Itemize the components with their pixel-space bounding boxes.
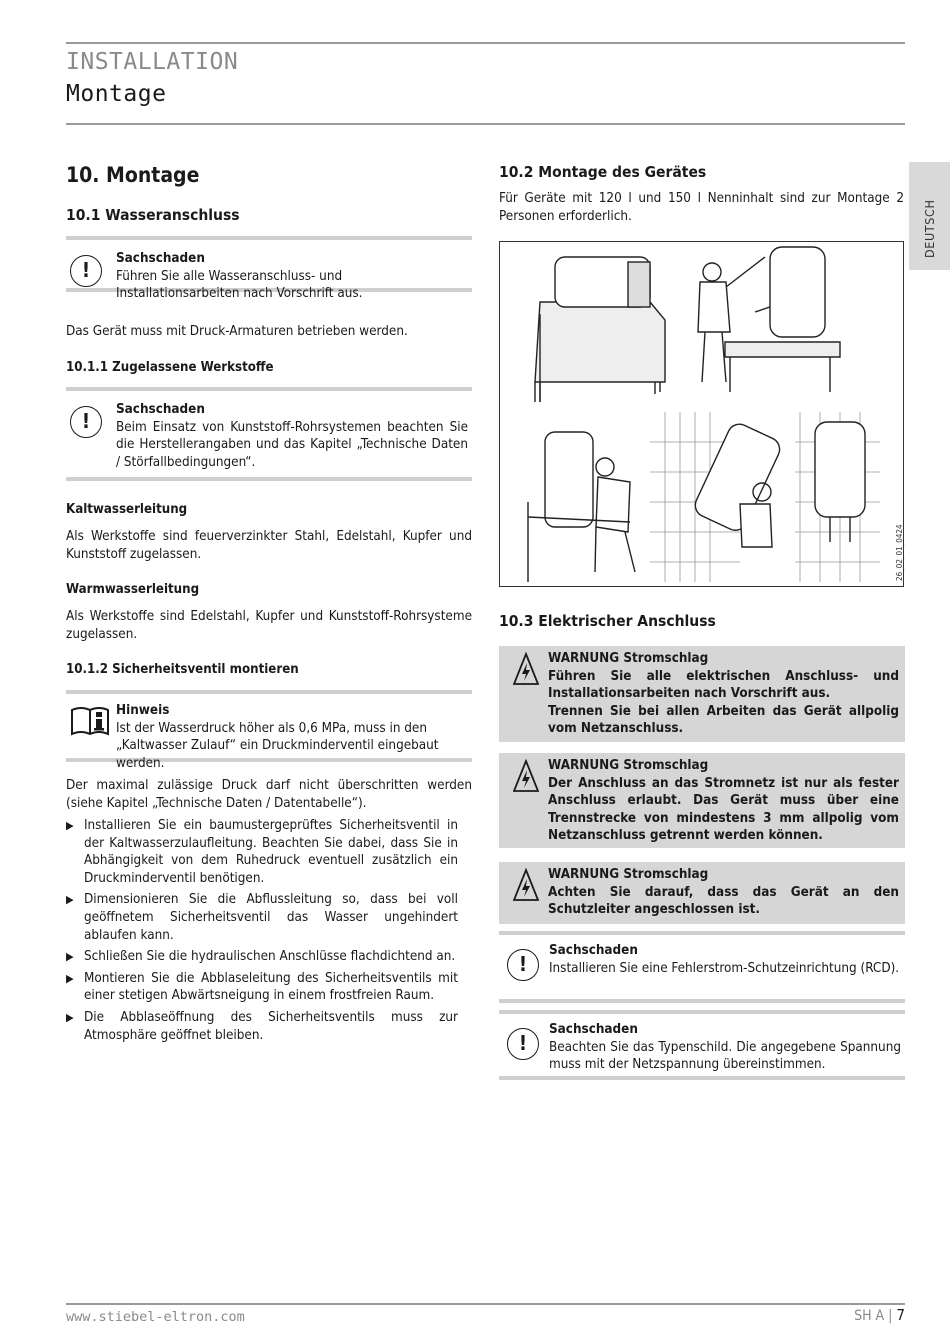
heading-sicherheitsventil: 10.1.2 Sicherheitsventil montieren xyxy=(66,662,299,677)
list-item: ▶ Montieren Sie die Abblaseleitung des Sicherheitsventils mit einer stetigen Abwärtsneigung in einem frostfreien Raum. xyxy=(66,970,458,1005)
note-hinweis xyxy=(66,690,472,771)
header-rule-bottom xyxy=(66,123,905,125)
language-tab-label: DEUTSCH xyxy=(922,199,937,258)
electric-shock-warning-icon xyxy=(513,868,539,902)
list-item: ▶ Die Abblaseöffnung des Sicherheitsventils muss zur Atmosphäre geöffnet bleiben. xyxy=(66,1009,458,1044)
warning-exclamation-icon: ! xyxy=(70,255,102,287)
header-subsection: Montage xyxy=(66,81,167,107)
footer-page-number xyxy=(854,1307,905,1326)
header-rule-top xyxy=(66,42,905,44)
note-sachschaden-1 xyxy=(66,236,472,302)
heading-montage: 10. Montage xyxy=(66,163,200,187)
list-item: ▶ Installieren Sie ein baumustergeprüftes Sicherheitsventil in der Kaltwasserzulaufleitung. Beachten Sie dabei, dass Sie in Abhängigkeit von dem Ruhedruck eventuell zusätzlich ein Druckminderventil benötigen. xyxy=(66,817,458,887)
warning-title: WARNUNG Stromschlag xyxy=(548,758,709,773)
heading-warmwasserleitung: Warmwasserleitung xyxy=(66,582,200,597)
note-title: Sachschaden xyxy=(116,251,205,266)
electric-shock-warning-icon xyxy=(513,652,539,686)
heading-kaltwasserleitung: Kaltwasserleitung xyxy=(66,502,188,517)
note-title: Sachschaden xyxy=(549,1022,638,1037)
warning-text: Der Anschluss an das Stromnetz ist nur als fester Anschluss erlaubt. Das Gerät muss über eine Trennstrecke von mindestens 3 mm allpolig vom Netzanschluss getrennt werden können. xyxy=(548,775,899,844)
note-text: Führen Sie alle Wasseranschluss- und Installationsarbeiten nach Vorschrift aus. xyxy=(116,268,363,302)
para-warmwasser: Als Werkstoffe sind Edelstahl, Kupfer und Kunststoff-Rohrsysteme zugelassen. xyxy=(66,609,472,642)
note-title: Sachschaden xyxy=(116,402,205,417)
footer-product: SH A | xyxy=(854,1308,897,1324)
header-section: INSTALLATION xyxy=(66,49,239,75)
warning-title: WARNUNG Stromschlag xyxy=(548,651,709,666)
note-sachschaden-2 xyxy=(66,387,472,481)
warning-text: Führen Sie alle elektrischen Anschluss- und Installationsarbeiten nach Vorschrift aus. xyxy=(548,668,899,702)
note-title: Sachschaden xyxy=(549,943,638,958)
note-text: Beachten Sie das Typenschild. Die angegebene Spannung muss mit der Netzspannung übereinstimmen. xyxy=(549,1039,901,1073)
note-title: Hinweis xyxy=(116,703,170,718)
warning-stromschlag-3 xyxy=(499,862,905,924)
para-montage-geraet: Für Geräte mit 120 l und 150 l Nenninhalt sind zur Montage 2 Personen erforderlich. xyxy=(499,191,904,224)
heading-wasseranschluss: 10.1 Wasseranschluss xyxy=(66,206,240,224)
warning-stromschlag-2 xyxy=(499,753,905,848)
heading-werkstoffe: 10.1.1 Zugelassene Werkstoffe xyxy=(66,360,274,375)
note-text: Installieren Sie eine Fehlerstrom-Schutzeinrichtung (RCD). xyxy=(549,960,900,976)
warning-title: WARNUNG Stromschlag xyxy=(548,867,709,882)
para-kaltwasser: Als Werkstoffe sind feuerverzinkter Stahl, Edelstahl, Kupfer und Kunststoff zugelassen. xyxy=(66,529,472,562)
note-text: Beim Einsatz von Kunststoff-Rohrsystemen beachten Sie die Herstellerangaben und das Kapitel „Technische Daten / Störfallbedingungen“. xyxy=(116,419,468,470)
note-text: Ist der Wasserdruck höher als 0,6 MPa, muss in den „Kaltwasser Zulauf“ ein Druckminderventil eingebaut werden. xyxy=(116,720,439,771)
list-item: ▶ Schließen Sie die hydraulischen Anschlüsse flachdichtend an. xyxy=(66,948,458,966)
note-sachschaden-typenschild xyxy=(499,1010,905,1080)
info-book-icon xyxy=(70,704,110,738)
warning-stromschlag-1 xyxy=(499,646,905,742)
heading-montage-geraet: 10.2 Montage des Gerätes xyxy=(499,163,707,181)
installation-drawing xyxy=(500,242,903,586)
para-druck-armaturen: Das Gerät muss mit Druck-Armaturen betrieben werden. xyxy=(66,324,408,339)
footer-url: www.stiebel-eltron.com xyxy=(66,1309,245,1325)
warning-text: Trennen Sie bei allen Arbeiten das Gerät allpolig vom Netzanschluss. xyxy=(548,703,899,737)
warning-text: Achten Sie darauf, dass das Gerät an den Schutzleiter angeschlossen ist. xyxy=(548,884,899,918)
list-item: ▶ Dimensionieren Sie die Abflussleitung so, dass bei voll geöffnetem Sicherheitsventil das Wasser ungehindert ablaufen kann. xyxy=(66,891,458,944)
instruction-list xyxy=(66,817,458,1048)
note-sachschaden-rcd xyxy=(499,931,905,1003)
installation-illustration xyxy=(499,241,904,587)
page-number: 7 xyxy=(896,1306,905,1324)
language-tab xyxy=(909,162,950,270)
heading-elektrischer-anschluss: 10.3 Elektrischer Anschluss xyxy=(499,612,716,630)
electric-shock-warning-icon xyxy=(513,759,539,793)
warning-exclamation-icon: ! xyxy=(507,1028,539,1060)
warning-exclamation-icon: ! xyxy=(70,406,102,438)
warning-exclamation-icon: ! xyxy=(507,949,539,981)
figure-code: 26_02_01_0424 xyxy=(895,524,904,581)
footer-rule xyxy=(66,1303,905,1305)
para-max-druck: Der maximal zulässige Druck darf nicht überschritten werden (siehe Kapitel „Technische Daten / Datentabelle“). xyxy=(66,778,472,811)
